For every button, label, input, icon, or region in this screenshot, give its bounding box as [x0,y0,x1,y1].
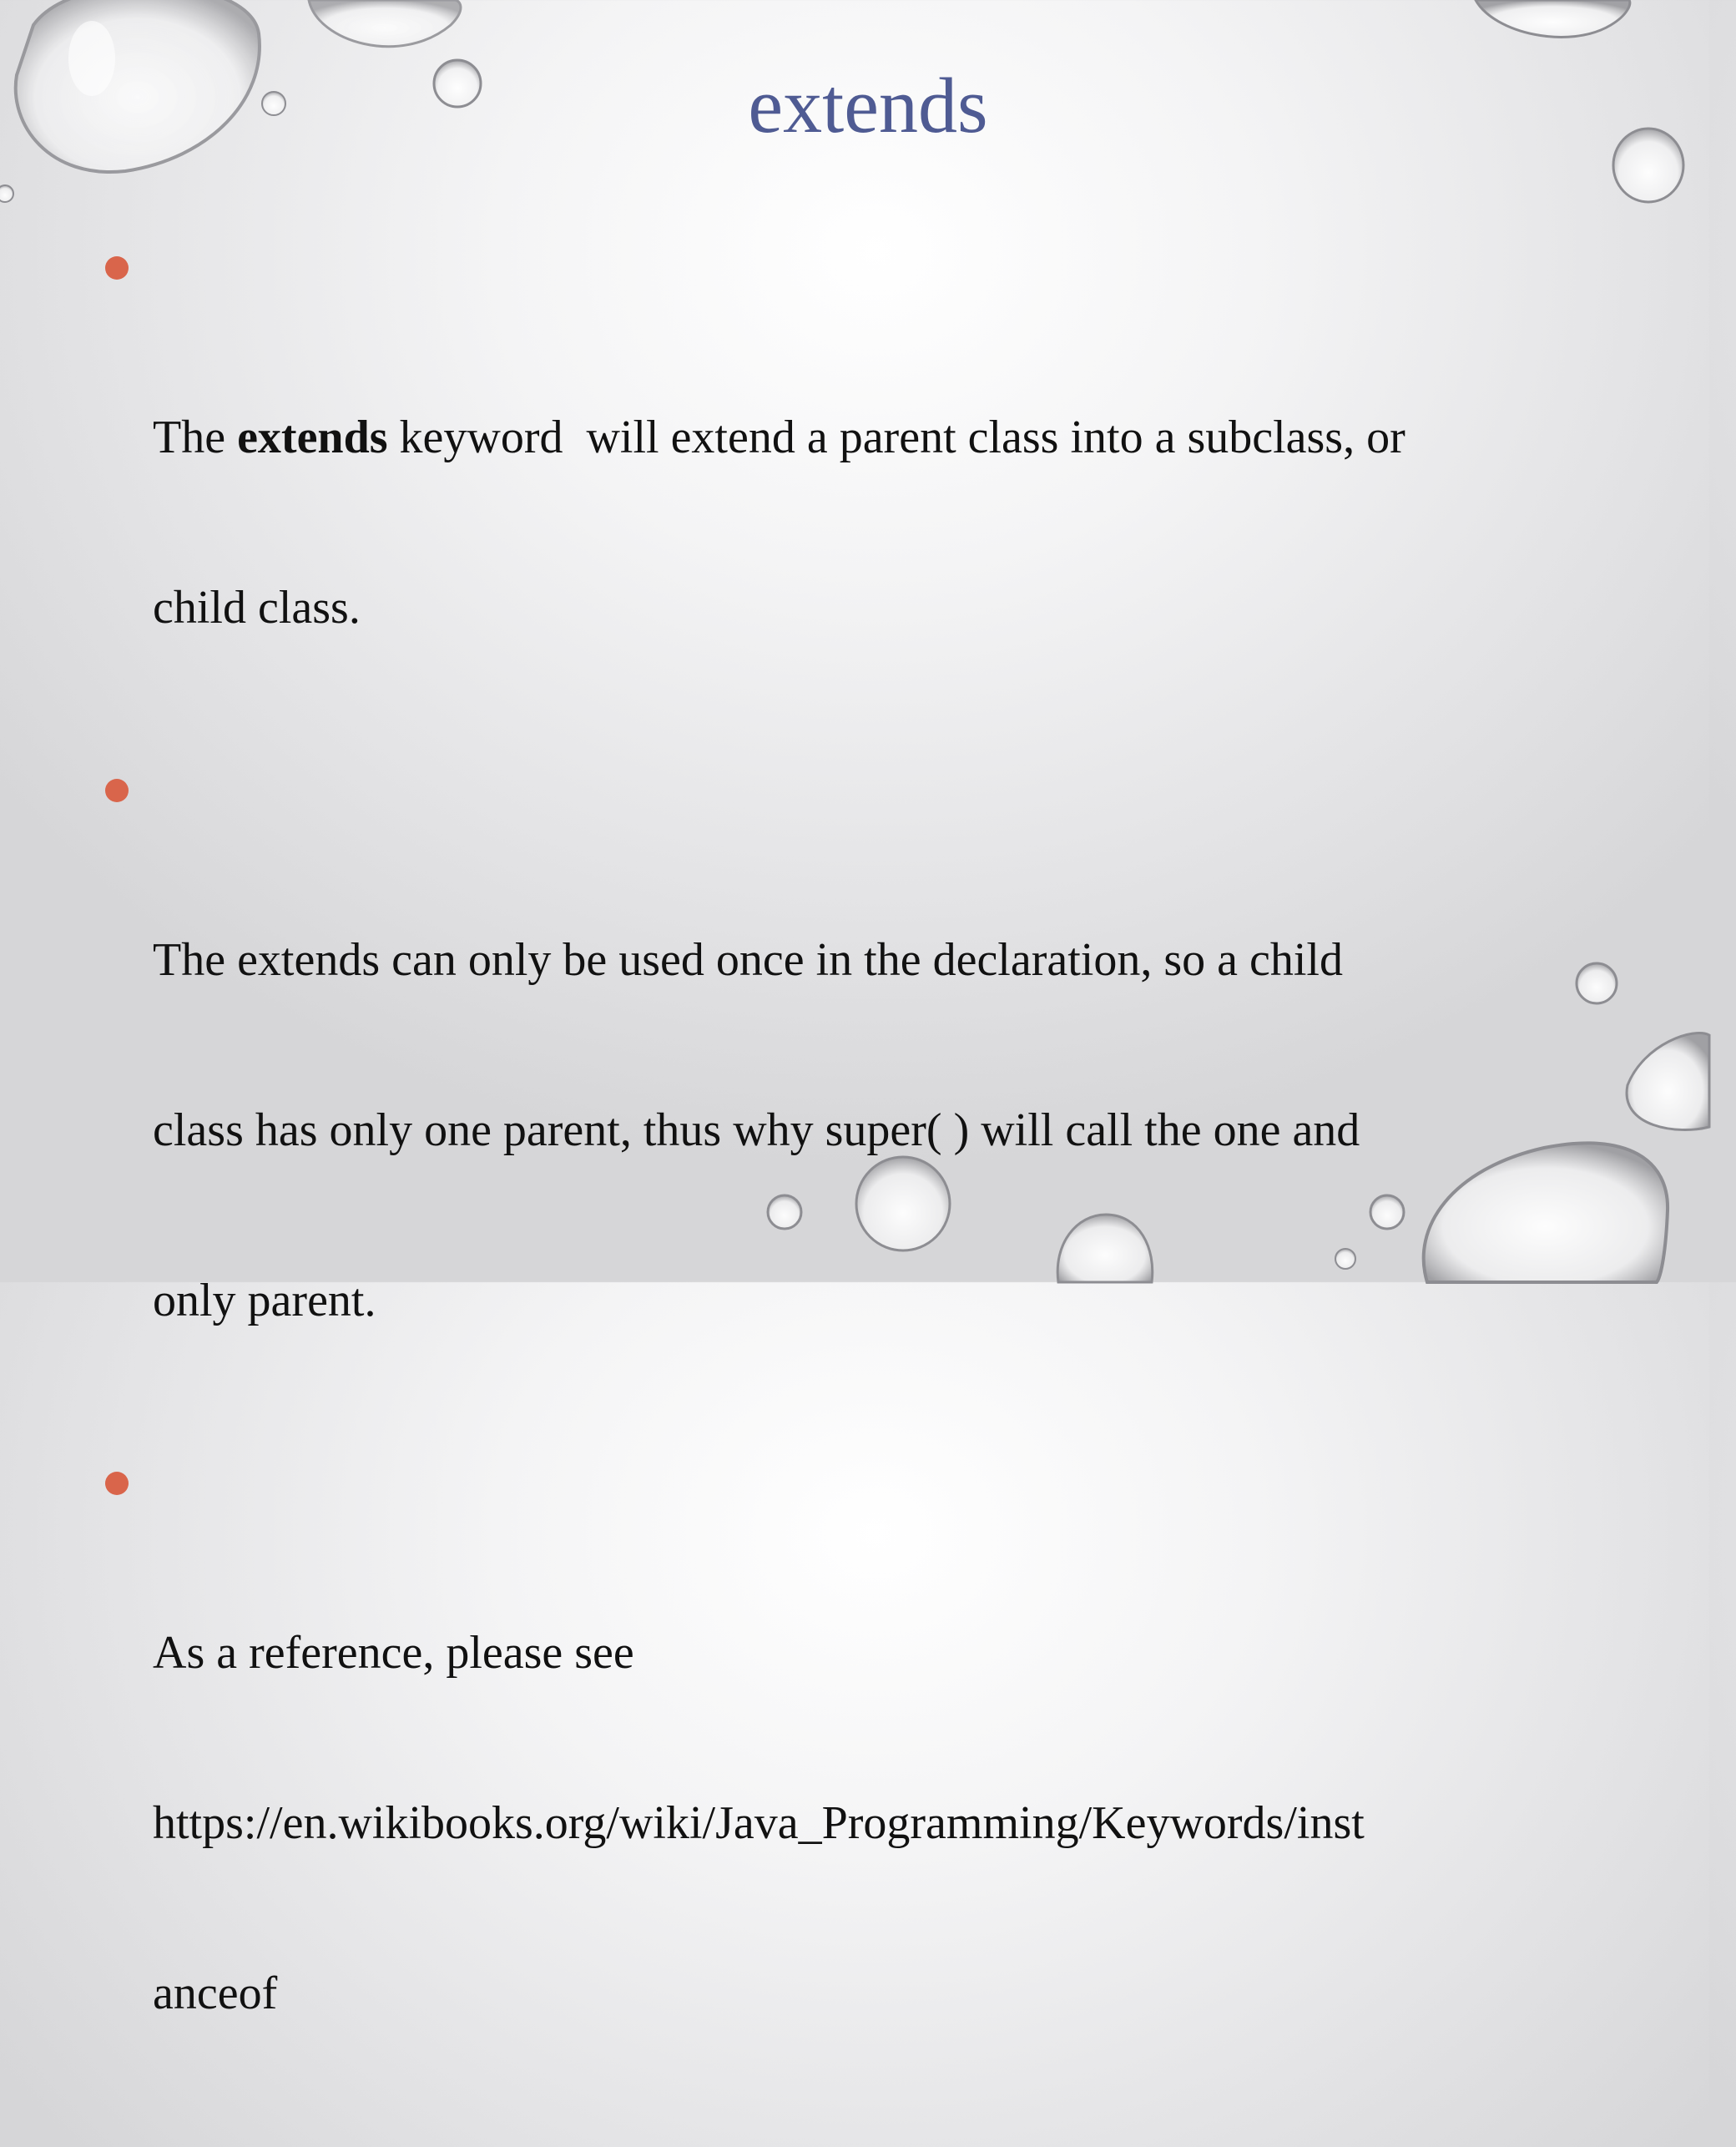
bullet-line [153,409,1572,466]
water-drop [1627,1033,1709,1130]
water-drop [1476,0,1630,37]
slide-title: extends [748,63,988,149]
bullet-text: keyword will extend a parent class into a subclass, or [387,412,1405,463]
bullet-list [153,239,1572,2147]
bullet-dot-icon [105,1472,129,1495]
bullet-line: As a reference, please see [153,1627,634,1679]
reference-link-line[interactable]: anceof [153,1968,278,2019]
bullet-text: The [153,412,238,463]
bullet-item [153,761,1572,1442]
bullet-item [153,1454,1572,2135]
bullet-dot-icon [105,779,129,802]
bullet-item [153,239,1572,750]
water-drop [309,0,461,47]
water-drop [0,185,13,202]
bullet-line: The extends can only be used once in the declaration, so a child [153,934,1343,986]
reference-link-line[interactable]: https://en.wikibooks.org/wiki/Java_Programming/Keywords/inst [153,1797,1365,1849]
water-drop [1577,963,1617,1003]
bullet-line: child class. [153,582,361,634]
bullet-line: class has only one parent, thus why super( ) will call the one and [153,1104,1360,1156]
keyword-extends: extends [237,412,388,463]
bullet-line: only parent. [153,1275,376,1326]
bullet-dot-icon [105,256,129,280]
